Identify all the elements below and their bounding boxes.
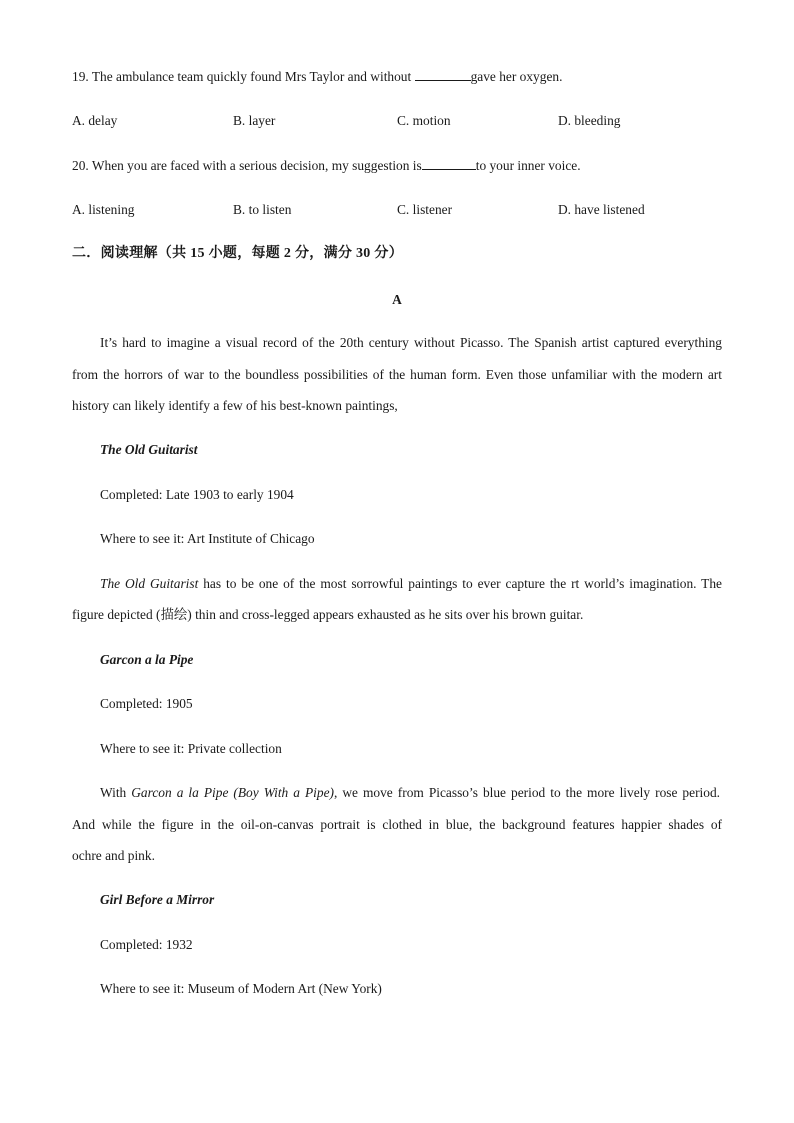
painting-description-line-2: figure depicted (描绘) thin and cross-legged appears exhausted as he sits over his brown guitar. — [72, 607, 584, 622]
question-number: 20. — [72, 158, 89, 173]
painting-description-line-2: And while the figure in the oil-on-canvas portrait is clothed in blue, the background features happier shades of — [72, 817, 722, 832]
answer-blank[interactable] — [422, 157, 476, 170]
option-a[interactable]: A. listening — [72, 202, 135, 217]
painting-completed: Completed: 1905 — [100, 696, 193, 711]
question-number: 19. — [72, 69, 89, 84]
question-20-stem — [72, 157, 581, 174]
option-a[interactable]: A. delay — [72, 113, 118, 128]
painting-description-line-3: ochre and pink. — [72, 848, 155, 863]
painting-title-inline: Garcon a la Pipe (Boy With a Pipe) — [131, 785, 334, 800]
section-heading: 二．阅读理解（共 15 小题，每题 2 分，满分 30 分） — [72, 246, 403, 261]
painting-description-line-1 — [100, 785, 720, 801]
intro-line-3: history can likely identify a few of his best-known paintings, — [72, 398, 398, 413]
option-d[interactable]: D. bleeding — [558, 113, 621, 128]
painting-completed: Completed: Late 1903 to early 1904 — [100, 487, 294, 502]
answer-blank[interactable] — [415, 68, 471, 81]
option-b[interactable]: B. to listen — [233, 202, 292, 217]
painting-completed: Completed: 1932 — [100, 937, 193, 952]
description-text: , we move from Picasso’s blue period to the more lively rose period. — [334, 785, 720, 800]
description-text: With — [100, 785, 132, 800]
painting-description-line-1 — [100, 576, 722, 592]
painting-title: The Old Guitarist — [100, 442, 198, 457]
painting-location: Where to see it: Private collection — [100, 741, 282, 756]
question-stem-before: The ambulance team quickly found Mrs Taylor and without — [91, 69, 412, 84]
passage-letter: A — [392, 292, 402, 307]
intro-line-2: from the horrors of war to the boundless possibilities of the human form. Even those unfamiliar with the modern art — [72, 367, 722, 382]
painting-title: Girl Before a Mirror — [100, 892, 215, 907]
question-19-stem — [72, 68, 562, 85]
question-stem-after: gave her oxygen. — [470, 69, 563, 84]
painting-title-inline: The Old Guitarist — [100, 576, 199, 591]
option-c[interactable]: C. motion — [397, 113, 451, 128]
description-text: has to be one of the most sorrowful paintings to ever capture the rt world’s imagination. The — [198, 576, 723, 591]
question-stem-before: When you are faced with a serious decision, my suggestion is — [91, 158, 422, 173]
option-d[interactable]: D. have listened — [558, 202, 645, 217]
painting-location: Where to see it: Museum of Modern Art (New York) — [100, 981, 382, 996]
painting-location: Where to see it: Art Institute of Chicago — [100, 531, 315, 546]
intro-line-1: It’s hard to imagine a visual record of the 20th century without Picasso. The Spanish artist captured everything — [100, 335, 722, 350]
question-stem-after: to your inner voice. — [475, 158, 581, 173]
option-b[interactable]: B. layer — [233, 113, 276, 128]
option-c[interactable]: C. listener — [397, 202, 453, 217]
painting-title: Garcon a la Pipe — [100, 652, 194, 667]
